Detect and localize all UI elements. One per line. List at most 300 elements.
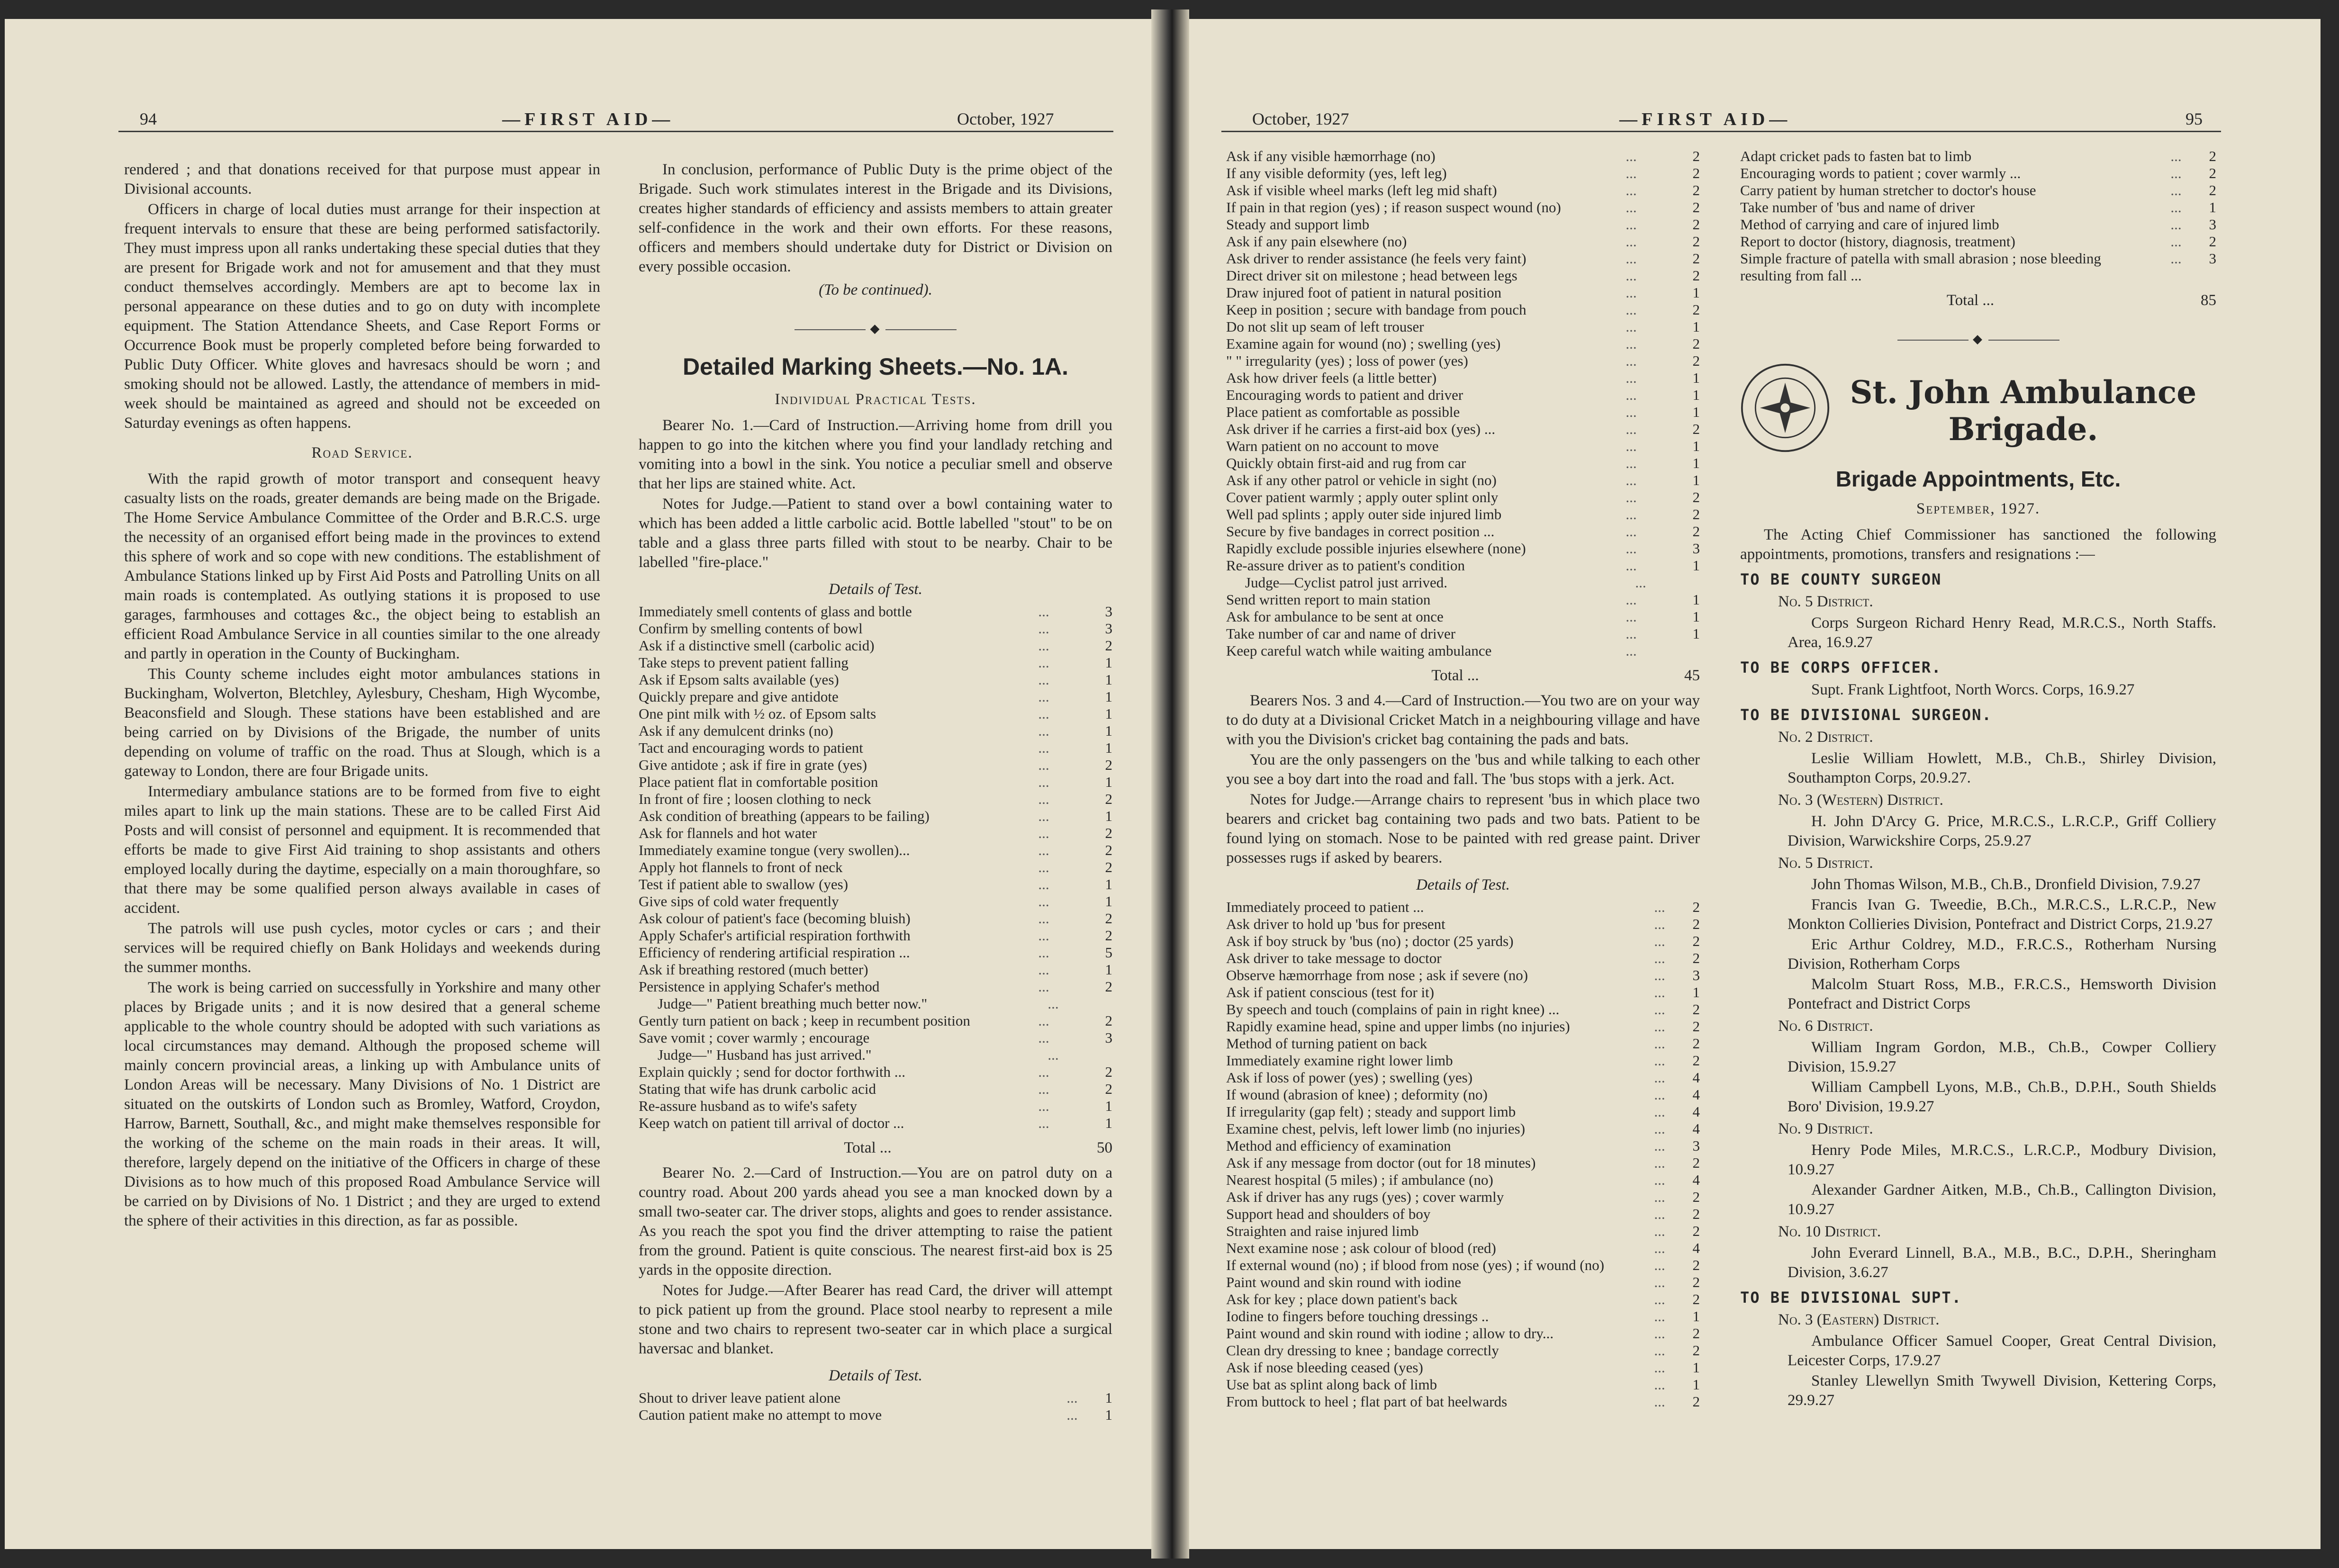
marking-item: Do not slit up seam of left trouser — [1226, 318, 1424, 335]
marking-row — [639, 995, 1112, 1012]
leader-dots: ... — [1654, 1137, 1665, 1154]
marking-item: Observe hæmorrhage from nose ; ask if severe (no) — [1226, 967, 1528, 983]
leader-dots: ... — [1626, 472, 1637, 488]
marking-item: Re-assure driver as to patient's condition — [1226, 557, 1465, 574]
marking-item: Judge—Cyclist patrol just arrived. — [1245, 574, 1448, 591]
marking-row — [1226, 472, 1700, 489]
marking-row — [1226, 438, 1700, 455]
marking-item: Re-assure husband as to wife's safety — [639, 1098, 857, 1114]
marking-row — [1226, 540, 1700, 557]
marking-row — [639, 842, 1112, 859]
marking-row — [1226, 216, 1700, 233]
marking-item: Shout to driver leave patient alone — [639, 1389, 841, 1406]
marking-row — [1226, 933, 1700, 950]
marking-item: Ask if loss of power (yes) ; swelling (yes) — [1226, 1069, 1473, 1086]
marking-score: 1 — [1105, 739, 1112, 756]
total-label: Total ... — [1946, 292, 1995, 309]
leader-dots: ... — [1626, 387, 1637, 403]
marking-row — [1226, 455, 1700, 472]
leader-dots: ... — [1626, 199, 1637, 216]
marking-item: Gently turn patient on back ; keep in recumbent position — [639, 1012, 970, 1029]
leader-dots: ... — [1654, 1069, 1665, 1086]
right-header — [1174, 90, 2321, 129]
marking-score: 2 — [1105, 910, 1112, 927]
appointment-entry: H. John D'Arcy G. Price, M.R.C.S., L.R.C.P., Griff Colliery Division, Warwickshire Corps, 25.9.27 — [1788, 813, 2216, 849]
leader-dots: ... — [1038, 1063, 1049, 1080]
marking-row — [1226, 369, 1700, 387]
marking-row — [1740, 199, 2216, 216]
marking-row — [639, 978, 1112, 995]
marking-score: 1 — [1105, 654, 1112, 671]
month-heading: September, 1927. — [1916, 500, 2041, 517]
marking-row — [1226, 1069, 1700, 1086]
marking-item: Clean dry dressing to knee ; bandage correctly — [1226, 1342, 1499, 1359]
marking-item: Direct driver sit on milestone ; head between legs — [1226, 267, 1517, 284]
appointment-entry: William Campbell Lyons, M.B., Ch.B., D.P.H., South Shields Boro' Division, 19.9.27 — [1788, 1079, 2216, 1115]
marking-row — [1226, 1001, 1700, 1018]
leader-dots: ... — [1038, 688, 1049, 705]
details-label: Details of Test. — [1416, 876, 1510, 893]
right-column-2 — [1740, 148, 2216, 1411]
marking-score: 1 — [1692, 404, 1700, 420]
appointment-entry: Francis Ivan G. Tweedie, B.Ch., M.R.C.S., L.R.C.P., New Monkton Collieries Division, Pontefract and District Corps, 21.9.27 — [1788, 896, 2216, 933]
district-label: No. 10 District. — [1778, 1223, 1881, 1240]
marking-score: 3 — [1105, 1029, 1112, 1046]
leader-dots: ... — [1038, 859, 1049, 875]
leader-dots: ... — [1654, 1342, 1665, 1359]
marking-item: Ask if driver has any rugs (yes) ; cover warmly — [1226, 1189, 1504, 1205]
marking-item: If external wound (no) ; if blood from nose (yes) ; if wound (no) — [1226, 1257, 1605, 1273]
leader-dots: ... — [1654, 1171, 1665, 1188]
marking-row — [1226, 1257, 1700, 1274]
leader-dots: ... — [1654, 1308, 1665, 1325]
marking-score: 3 — [2209, 216, 2216, 233]
leader-dots: ... — [1038, 757, 1049, 773]
leader-dots: ... — [1038, 1081, 1049, 1097]
marking-item: Rapidly examine head, spine and upper limbs (no injuries) — [1226, 1018, 1570, 1035]
leader-dots: ... — [1038, 1115, 1049, 1131]
marking-item: Carry patient by human stretcher to doctor's house — [1740, 182, 2036, 198]
header-rule — [1221, 131, 2221, 132]
leader-dots: ... — [1038, 722, 1049, 739]
marking-item: Tact and encouraging words to patient — [639, 739, 863, 756]
leader-dots: ... — [1654, 1223, 1665, 1239]
marking-item: Support head and shoulders of boy — [1226, 1206, 1431, 1222]
marking-item: Immediately smell contents of glass and bottle — [639, 603, 912, 620]
leader-dots: ... — [1038, 774, 1049, 790]
marking-row — [1740, 148, 2216, 165]
leader-dots: ... — [1626, 506, 1637, 523]
leader-dots: ... — [1626, 642, 1637, 659]
marking-score: 2 — [1692, 421, 1700, 437]
marking-score: 2 — [1692, 148, 1700, 164]
appointment-group-heading: TO BE COUNTY SURGEON — [1740, 570, 1942, 588]
marking-score — [1075, 995, 1112, 1012]
marking-row — [1226, 1291, 1700, 1308]
marking-score: 2 — [1692, 1001, 1700, 1018]
leader-dots: ... — [1066, 1406, 1078, 1423]
marking-row — [1226, 1376, 1700, 1393]
marking-row — [639, 1389, 1112, 1406]
marking-score: 1 — [1105, 774, 1112, 790]
marking-item: Ask how driver feels (a little better) — [1226, 369, 1437, 386]
marking-score: 2 — [1692, 1035, 1700, 1052]
marking-score: 2 — [1692, 1291, 1700, 1307]
paragraph: The Acting Chief Commissioner has sanctioned the following appointments, promotions, transfers and resignations :— — [1740, 526, 2216, 563]
appointment-entry: John Thomas Wilson, M.B., Ch.B., Dronfield Division, 7.9.27 — [1811, 876, 2201, 893]
marking-row — [1226, 387, 1700, 404]
leader-dots: ... — [1038, 603, 1049, 620]
page-number: 94 — [140, 109, 157, 128]
leader-dots: ... — [1626, 455, 1637, 471]
leader-dots: ... — [1626, 233, 1637, 250]
leader-dots: ... — [1038, 944, 1049, 961]
leader-dots: ... — [1626, 591, 1637, 608]
leader-dots: ... — [2170, 233, 2182, 250]
marking-item: If irregularity (gap felt) ; steady and support limb — [1226, 1103, 1516, 1120]
paragraph: You are the only passengers on the 'bus and while talking to each other you see a boy dart into the road and fall. The 'bus stops with a jerk. Act. — [1226, 751, 1700, 788]
leader-dots: ... — [2170, 199, 2182, 216]
leader-dots: ... — [1654, 1393, 1665, 1410]
marking-score: 1 — [1692, 1376, 1700, 1393]
marking-score: 1 — [1692, 1359, 1700, 1376]
leader-dots: ... — [1038, 620, 1049, 637]
marking-row — [639, 944, 1112, 961]
marking-row — [1740, 250, 2216, 284]
total-value: 45 — [1684, 667, 1700, 684]
marking-item: Ask if any pain elsewhere (no) — [1226, 233, 1407, 250]
marking-score: 2 — [1692, 1018, 1700, 1035]
marking-row — [639, 705, 1112, 722]
marking-score: 1 — [1105, 808, 1112, 824]
paragraph: The patrols will use push cycles, motor cycles or cars ; and their services will be required chiefly on Bank Holidays and weekends during the summer months. — [124, 920, 600, 976]
district-label: No. 2 District. — [1778, 729, 1873, 746]
marking-item: Adapt cricket pads to fasten bat to limb — [1740, 148, 1972, 164]
marking-item: Send written report to main station — [1226, 591, 1431, 608]
marking-score: 2 — [1692, 1274, 1700, 1290]
marking-item: Rapidly exclude possible injuries elsewhere (none) — [1226, 540, 1526, 557]
continued-note: (To be continued). — [819, 281, 932, 298]
leader-dots: ... — [1654, 1189, 1665, 1205]
marking-item: Encouraging words to patient ; cover warmly ... — [1740, 165, 2021, 181]
leader-dots: ... — [1038, 927, 1049, 944]
marking-row — [1226, 335, 1700, 352]
marking-row — [639, 1063, 1112, 1081]
marking-row — [1226, 199, 1700, 216]
marking-item: Take number of car and name of driver — [1226, 625, 1456, 642]
leader-dots: ... — [1626, 216, 1637, 233]
marking-row — [1226, 250, 1700, 267]
leader-dots: ... — [1654, 1376, 1665, 1393]
district-label: No. 5 District. — [1778, 593, 1873, 610]
marking-item: Ask for flannels and hot water — [639, 825, 817, 841]
marking-score: 1 — [1105, 1389, 1112, 1406]
leader-dots: ... — [1626, 165, 1637, 181]
marking-item: By speech and touch (complains of pain in right knee) ... — [1226, 1001, 1560, 1018]
marking-score: 1 — [1692, 472, 1700, 488]
marking-item: Ask driver to render assistance (he feels very faint) — [1226, 250, 1526, 267]
marking-item: Simple fracture of patella with small abrasion ; nose bleeding resulting from fall ... — [1740, 250, 2101, 284]
district-label: No. 5 District. — [1778, 855, 1873, 872]
marking-row — [1226, 148, 1700, 165]
leader-dots: ... — [1626, 369, 1637, 386]
marking-item: Report to doctor (history, diagnosis, treatment) — [1740, 233, 2015, 250]
marking-score: 2 — [1692, 335, 1700, 352]
leader-dots: ... — [1626, 148, 1637, 164]
ornament-rule: ◆ — [639, 319, 1112, 338]
leader-dots: ... — [1038, 791, 1049, 807]
district-label: No. 6 District. — [1778, 1018, 1873, 1035]
marking-item: Nearest hospital (5 miles) ; if ambulance (no) — [1226, 1171, 1493, 1188]
total-value: 85 — [2201, 292, 2216, 309]
marking-score: 1 — [1105, 722, 1112, 739]
leader-dots: ... — [1038, 961, 1049, 978]
marking-row — [1226, 421, 1700, 438]
marking-item: Apply hot flannels to front of neck — [639, 859, 843, 875]
marking-row — [639, 961, 1112, 978]
leader-dots: ... — [1038, 876, 1049, 892]
marking-row — [1226, 267, 1700, 284]
marking-row — [1226, 1103, 1700, 1120]
marking-item: Ask for key ; place down patient's back — [1226, 1291, 1458, 1307]
marking-score: 2 — [1105, 927, 1112, 944]
marking-row — [639, 893, 1112, 910]
marking-item: Straighten and raise injured limb — [1226, 1223, 1419, 1239]
marking-row — [1226, 1308, 1700, 1325]
marking-row — [1226, 625, 1700, 642]
marking-item: Keep careful watch while waiting ambulance — [1226, 642, 1492, 659]
marking-item: Steady and support limb — [1226, 216, 1370, 233]
marking-item: Iodine to fingers before touching dressings .. — [1226, 1308, 1489, 1325]
marking-item: If any visible deformity (yes, left leg) — [1226, 165, 1447, 181]
marking-row — [1226, 1171, 1700, 1189]
leader-dots: ... — [1038, 910, 1049, 927]
marking-item: Confirm by smelling contents of bowl — [639, 620, 863, 637]
marking-item: Ask if patient conscious (test for it) — [1226, 984, 1435, 1000]
leader-dots: ... — [1038, 654, 1049, 671]
leader-dots: ... — [1626, 335, 1637, 352]
marking-row — [1226, 642, 1700, 659]
marking-score: 2 — [1692, 916, 1700, 932]
marking-row — [1226, 608, 1700, 625]
ornament-rule: ◆ — [1740, 329, 2216, 349]
marking-score: 3 — [1105, 620, 1112, 637]
marking-score: 1 — [1692, 318, 1700, 335]
st-john-badge-icon — [1740, 363, 1830, 458]
marking-score: 4 — [1692, 1069, 1700, 1086]
marking-score: 3 — [1692, 540, 1700, 557]
marking-score: 2 — [1692, 1223, 1700, 1239]
marking-row — [639, 876, 1112, 893]
marking-row — [639, 927, 1112, 944]
marking-item: Paint wound and skin round with iodine ; allow to dry... — [1226, 1325, 1554, 1342]
section-heading: Road Service. — [311, 444, 413, 461]
leader-dots: ... — [2170, 182, 2182, 198]
marking-score: 3 — [1105, 603, 1112, 620]
leader-dots: ... — [1654, 1035, 1665, 1052]
marking-row — [1226, 1137, 1700, 1154]
marking-row — [1226, 182, 1700, 199]
leader-dots: ... — [1654, 1291, 1665, 1307]
leader-dots: ... — [1626, 523, 1637, 540]
marking-row — [1226, 1206, 1700, 1223]
appointment-entry: Ambulance Officer Samuel Cooper, Great Central Division, Leicester Corps, 17.9.27 — [1788, 1333, 2216, 1369]
marking-row — [1226, 318, 1700, 335]
leader-dots: ... — [1038, 637, 1049, 654]
marking-item: Method of turning patient on back — [1226, 1035, 1427, 1052]
marking-item: Method and efficiency of examination — [1226, 1137, 1451, 1154]
leader-dots: ... — [1038, 893, 1049, 910]
marking-score: 4 — [1692, 1240, 1700, 1256]
leader-dots: ... — [1626, 608, 1637, 625]
paragraph: Officers in charge of local duties must arrange for their inspection at frequent intervals to ensure that these are being performed satisfactorily. They must impress upon all ranks undertaking these special duties that they are present for Brigade work and not for amusement and that they must conduct themselves accordingly. Members are apt to become lax in personal appearance on these duties and to go on duty with incomplete equipment. The Station Attendance Sheets, and Case Report Forms or Occurrence Book must be properly completed before being forwarded to Public Duty Officer. White gloves and havresacs should be worn ; and smoking should not be allowed. Lastly, the attendance of members in mid-week should be maintained as agreed and should not be exceeded on Saturday evenings as often happens. — [124, 201, 600, 432]
marking-item: Next examine nose ; ask colour of blood (red) — [1226, 1240, 1496, 1256]
leader-dots: ... — [1626, 489, 1637, 505]
marking-item: Ask if any other patrol or vehicle in sight (no) — [1226, 472, 1497, 488]
appointment-group-heading: TO BE CORPS OFFICER. — [1740, 658, 1942, 676]
leader-dots: ... — [1626, 404, 1637, 420]
marking-score: 4 — [1692, 1171, 1700, 1188]
leader-dots: ... — [1038, 1029, 1049, 1046]
marking-row — [1226, 1342, 1700, 1359]
marking-item: Judge—" Husband has just arrived." — [658, 1046, 872, 1063]
marking-row — [1226, 1223, 1700, 1240]
leader-dots: ... — [1654, 1103, 1665, 1120]
total-line — [639, 1138, 1112, 1158]
total-line — [1740, 291, 2216, 310]
marking-item: Draw injured foot of patient in natural position — [1226, 284, 1502, 301]
marking-row — [1226, 1035, 1700, 1052]
marking-score: 2 — [1692, 267, 1700, 284]
marking-score: 1 — [1692, 1308, 1700, 1325]
marking-item: If wound (abrasion of knee) ; deformity (no) — [1226, 1086, 1488, 1103]
leader-dots: ... — [1654, 967, 1665, 983]
marking-item: Well pad splints ; apply outer side injured limb — [1226, 506, 1502, 523]
marking-item: Ask if nose bleeding ceased (yes) — [1226, 1359, 1423, 1376]
marking-score: 2 — [1692, 899, 1700, 915]
marking-score: 1 — [2209, 199, 2216, 216]
marking-row — [1226, 1018, 1700, 1035]
leader-dots: ... — [1626, 267, 1637, 284]
leader-dots: ... — [1654, 933, 1665, 949]
marking-score: 2 — [1692, 1052, 1700, 1069]
appointment-entry: Malcolm Stuart Ross, M.B., F.R.C.S., Hemsworth Division Pontefract and District Corps — [1788, 976, 2216, 1012]
marking-row — [1226, 1274, 1700, 1291]
marking-score: 1 — [1692, 284, 1700, 301]
leader-dots: ... — [1038, 705, 1049, 722]
marking-score: 1 — [1105, 671, 1112, 688]
paragraph: This County scheme includes eight motor ambulances stations in Buckingham, Wolverton, Bletchley, Aylesbury, Chesham, High Wycombe, Beaconsfield and Slough. These stations have been established and are being carried on by Divisions of the Brigade, the number of units depending on volume of traffic on the road. Thus at Slough, which is a gateway to London, there are four Brigade units. — [124, 666, 600, 780]
marking-score: 2 — [1692, 1206, 1700, 1222]
marking-item: Give sips of cold water frequently — [639, 893, 839, 910]
appointment-entry: Henry Pode Miles, M.R.C.S., L.R.C.P., Modbury Division, 10.9.27 — [1788, 1142, 2216, 1178]
leader-dots: ... — [1038, 739, 1049, 756]
paragraph: Intermediary ambulance stations are to be formed from five to eight miles apart to link up the main stations. These are to be called First Aid Posts and will consist of personnel and equipment. It is recommended that efforts be made to give First Aid training to shop assistants and others employed locally during the daytime, especially on a main thoroughfare, so that there may be some qualified person always available in cases of accident. — [124, 783, 600, 917]
leader-dots: ... — [1654, 1154, 1665, 1171]
marking-score: 2 — [1692, 199, 1700, 216]
marking-item: Ask condition of breathing (appears to be failing) — [639, 808, 930, 824]
brigade-title-line2: Brigade. — [1948, 410, 2098, 448]
marking-score: 2 — [1692, 506, 1700, 523]
marking-item: Take number of 'bus and name of driver — [1740, 199, 1975, 216]
marking-score: 2 — [1105, 1063, 1112, 1080]
marking-item: Ask if any visible hæmorrhage (no) — [1226, 148, 1436, 164]
marking-score: 2 — [1692, 933, 1700, 949]
marking-item: Ask driver to hold up 'bus for present — [1226, 916, 1445, 932]
marking-score: 2 — [1692, 1393, 1700, 1410]
marking-score: 5 — [1105, 944, 1112, 961]
marking-score: 2 — [1105, 978, 1112, 995]
district-label: No. 9 District. — [1778, 1120, 1873, 1137]
district-label: No. 3 (Eastern) District. — [1778, 1311, 1940, 1328]
leader-dots: ... — [1048, 995, 1059, 1012]
marking-item: Examine chest, pelvis, left lower limb (no injuries) — [1226, 1120, 1526, 1137]
details-label: Details of Test. — [829, 1367, 922, 1384]
marking-item: Encouraging words to patient and driver — [1226, 387, 1463, 403]
marking-item: Stating that wife has drunk carbolic acid — [639, 1081, 876, 1097]
marking-item: Take steps to prevent patient falling — [639, 654, 849, 671]
appointment-entry: Supt. Frank Lightfoot, North Worcs. Corps, 16.9.27 — [1811, 681, 2135, 698]
leader-dots: ... — [1626, 557, 1637, 574]
appointments-heading: Brigade Appointments, Etc. — [1835, 467, 2121, 491]
marking-row — [1226, 1189, 1700, 1206]
marking-score: 3 — [1692, 967, 1700, 983]
marking-score: 1 — [1105, 688, 1112, 705]
right-column-1 — [1226, 148, 1700, 1410]
marking-row — [1226, 1120, 1700, 1137]
marking-row — [639, 688, 1112, 705]
marking-row — [639, 1406, 1112, 1424]
marking-score: 2 — [1105, 637, 1112, 654]
marking-row — [1226, 523, 1700, 540]
marking-row — [639, 1081, 1112, 1098]
marking-item: Give antidote ; ask if fire in grate (yes) — [639, 757, 867, 773]
right-page — [1174, 19, 2321, 1549]
marking-item: Place patient flat in comfortable position — [639, 774, 878, 790]
marking-row — [1226, 950, 1700, 967]
marking-row — [639, 910, 1112, 927]
marking-row — [1226, 1052, 1700, 1069]
total-value: 50 — [1097, 1139, 1112, 1156]
leader-dots: ... — [1038, 842, 1049, 858]
paragraph: Notes for Judge.—Arrange chairs to represent 'bus in which place two bearers and cricket bag containing two pads and two bats. Patient to be found lying on stomach. Nose to be painted with red grease paint. Driver possesses rugs if asked by bearers. — [1226, 791, 1700, 866]
marking-item: Secure by five bandages in correct position ... — [1226, 523, 1495, 540]
leader-dots: ... — [1038, 808, 1049, 824]
marking-score: 1 — [1692, 387, 1700, 403]
issue-date: October, 1927 — [1252, 109, 1349, 128]
issue-date: October, 1927 — [957, 109, 1054, 128]
leader-dots: ... — [1654, 984, 1665, 1000]
marking-item: Ask for ambulance to be sent at once — [1226, 608, 1444, 625]
marking-row — [1226, 1154, 1700, 1171]
leader-dots: ... — [1654, 1206, 1665, 1222]
marking-score: 2 — [1105, 1081, 1112, 1097]
marking-score: 2 — [1105, 757, 1112, 773]
leader-dots: ... — [1635, 574, 1646, 591]
marking-row — [1740, 233, 2216, 250]
leader-dots: ... — [1038, 671, 1049, 688]
marking-item: Judge—" Patient breathing much better now." — [658, 995, 928, 1012]
appointment-entry: Eric Arthur Coldrey, M.D., F.R.C.S., Rotherham Nursing Division, Rotherham Corps — [1788, 936, 2216, 973]
leader-dots: ... — [1626, 182, 1637, 198]
marking-row — [639, 603, 1112, 620]
marking-item: " " irregularity (yes) ; loss of power (yes) — [1226, 352, 1468, 369]
paragraph: With the rapid growth of motor transport and consequent heavy casualty lists on the roads, greater demands are being made on the Brigade. The Home Service Ambulance Committee of the Order and B.R.C.S. urge the necessity of an organised effort being made in the provinces to extend this sphere of work and so cope with new conditions. The establishment of Ambulance Stations linked up by First Aid Posts and Patrolling Units on all main roads is contemplated. As outlying stations it is proposed to use garages, farmhouses and cottages &c., the object being to establish an efficient Road Ambulance Service in all counties similar to the one already and partly in operation in the County of Buckingham. — [124, 470, 600, 662]
marking-score: 1 — [1692, 438, 1700, 454]
page-number: 95 — [2185, 109, 2203, 128]
marking-score: 2 — [1105, 842, 1112, 858]
marking-item: Warn patient on no account to move — [1226, 438, 1439, 454]
